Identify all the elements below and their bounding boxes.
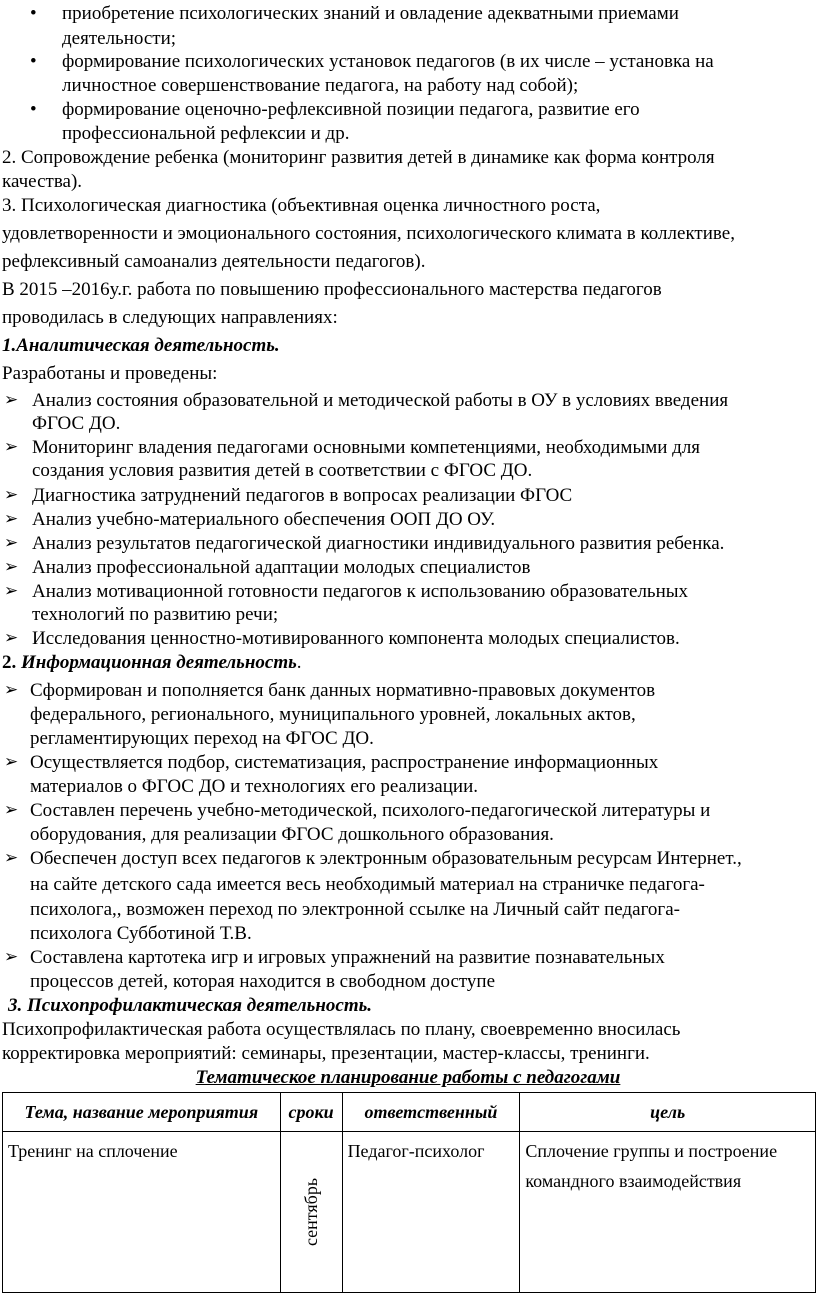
arrow-bullet-icon: ➢ xyxy=(4,628,19,648)
bullet-line: личностное совершенствование педагога, на работу над собой); xyxy=(62,75,579,96)
paragraph-2-line: 2. Сопровождение ребенка (мониторинг развития детей в динамике как форма контроля xyxy=(2,147,715,168)
arrow-bullet-icon: ➢ xyxy=(4,581,19,601)
cell-term xyxy=(280,1132,342,1293)
list-item-line: Анализ учебно-материального обеспечения ООП ДО ОУ. xyxy=(32,509,496,530)
intro-line: проводилась в следующих направлениях: xyxy=(2,307,338,328)
bullet-line: профессиональной рефлексии и др. xyxy=(62,123,350,144)
section-1-subtitle: Разработаны и проведены: xyxy=(2,363,218,384)
list-item-line: материалов о ФГОС ДО и технологиях его реализации. xyxy=(30,776,478,797)
bullet-dot: • xyxy=(30,3,37,24)
list-item-line: Обеспечен доступ всех педагогов к электронным образовательным ресурсам Интернет., xyxy=(30,848,742,869)
paragraph-2-line: качества). xyxy=(2,171,83,192)
list-item-line: психолога Субботиной Т.В. xyxy=(30,923,252,944)
header-topic: Тема, название мероприятия xyxy=(3,1093,281,1132)
section-3-text-line: корректировка мероприятий: семинары, презентации, мастер-классы, тренинги. xyxy=(2,1043,650,1064)
cell-term-text: сентябрь xyxy=(301,1177,322,1247)
list-item-line: процессов детей, которая находится в свободном доступе xyxy=(30,971,496,992)
arrow-bullet-icon: ➢ xyxy=(4,437,19,457)
paragraph-3-line: 3. Психологическая диагностика (объективная оценка личностного роста, xyxy=(2,195,601,216)
section-2-title: 2. Информационная деятельность. xyxy=(2,652,302,673)
table-row xyxy=(3,1132,816,1293)
list-item-line: Составлена картотека игр и игровых упражнений на развитие познавательных xyxy=(30,947,665,968)
table-title: Тематическое планирование работы с педагогами xyxy=(195,1067,621,1088)
list-item-line: Сформирован и пополняется банк данных нормативно-правовых документов xyxy=(30,680,656,701)
list-item-line: оборудования, для реализации ФГОС дошкольного образования. xyxy=(30,824,554,845)
section-3-text-line: Психопрофилактическая работа осуществлялась по плану, своевременно вносилась xyxy=(2,1019,681,1040)
list-item-line: технологий по развитию речи; xyxy=(32,604,279,625)
arrow-bullet-icon: ➢ xyxy=(4,800,19,820)
arrow-bullet-icon: ➢ xyxy=(4,390,19,410)
planning-table xyxy=(2,1092,816,1293)
list-item-line: Анализ результатов педагогической диагностики индивидуального развития ребенка. xyxy=(32,533,725,554)
list-item-line: Анализ профессиональной адаптации молодых специалистов xyxy=(32,557,531,578)
list-item-line: Мониторинг владения педагогами основными компетенциями, необходимыми для xyxy=(32,437,701,458)
cell-topic: Тренинг на сплочение xyxy=(3,1132,281,1293)
list-item-line: регламентирующих переход на ФГОС ДО. xyxy=(30,728,374,749)
paragraph-3-line: рефлексивный самоанализ деятельности педагогов). xyxy=(2,251,426,272)
cell-responsible: Педагог-психолог xyxy=(342,1132,520,1293)
header-goal: цель xyxy=(520,1093,816,1132)
paragraph-3-line: удовлетворенности и эмоционального состояния, психологического климата в коллективе, xyxy=(2,223,735,244)
list-item-line: Анализ состояния образовательной и методической работы в ОУ в условиях введения xyxy=(32,390,729,411)
arrow-bullet-icon: ➢ xyxy=(4,557,19,577)
table-header-row xyxy=(3,1093,816,1132)
section-1-title: 1.Аналитическая деятельность. xyxy=(2,335,280,356)
intro-line: В 2015 –2016у.г. работа по повышению профессионального мастерства педагогов xyxy=(2,279,662,300)
list-item-line: на сайте детского сада имеется весь необходимый материал на страничке педагога- xyxy=(30,874,705,895)
bullet-line: деятельности; xyxy=(62,28,177,49)
bullet-dot: • xyxy=(30,51,37,72)
arrow-bullet-icon: ➢ xyxy=(4,848,19,868)
list-item-line: Исследования ценностно-мотивированного компонента молодых специалистов. xyxy=(32,628,680,649)
arrow-bullet-icon: ➢ xyxy=(4,485,19,505)
section-3-title: 3. Психопрофилактическая деятельность. xyxy=(8,995,373,1016)
header-responsible: ответственный xyxy=(342,1093,520,1132)
header-term: сроки xyxy=(280,1093,342,1132)
list-item-line: ФГОС ДО. xyxy=(32,413,121,434)
list-item-line: Осуществляется подбор, систематизация, распространение информационных xyxy=(30,752,659,773)
arrow-bullet-icon: ➢ xyxy=(4,752,19,772)
arrow-bullet-icon: ➢ xyxy=(4,680,19,700)
list-item-line: Составлен перечень учебно-методической, психолого-педагогической литературы и xyxy=(30,800,711,821)
list-item-line: федерального, регионального, муниципального уровней, локальных актов, xyxy=(30,704,636,725)
arrow-bullet-icon: ➢ xyxy=(4,947,19,967)
arrow-bullet-icon: ➢ xyxy=(4,509,19,529)
bullet-line: формирование оценочно-рефлексивной позиции педагога, развитие его xyxy=(62,99,640,120)
list-item-line: Диагностика затруднений педагогов в вопросах реализации ФГОС xyxy=(32,485,573,506)
list-item-line: психолога,, возможен переход по электронной ссылке на Личный сайт педагога- xyxy=(30,899,680,920)
bullet-dot: • xyxy=(30,99,37,120)
bullet-line: приобретение психологических знаний и овладение адекватными приемами xyxy=(62,3,679,24)
bullet-line: формирование психологических установок педагогов (в их числе – установка на xyxy=(62,51,714,72)
arrow-bullet-icon: ➢ xyxy=(4,533,19,553)
list-item-line: создания условия развития детей в соответствии с ФГОС ДО. xyxy=(32,460,533,481)
list-item-line: Анализ мотивационной готовности педагогов к использованию образовательных xyxy=(32,581,689,602)
cell-goal: Сплочение группы и построение командного взаимодействия xyxy=(520,1132,816,1293)
